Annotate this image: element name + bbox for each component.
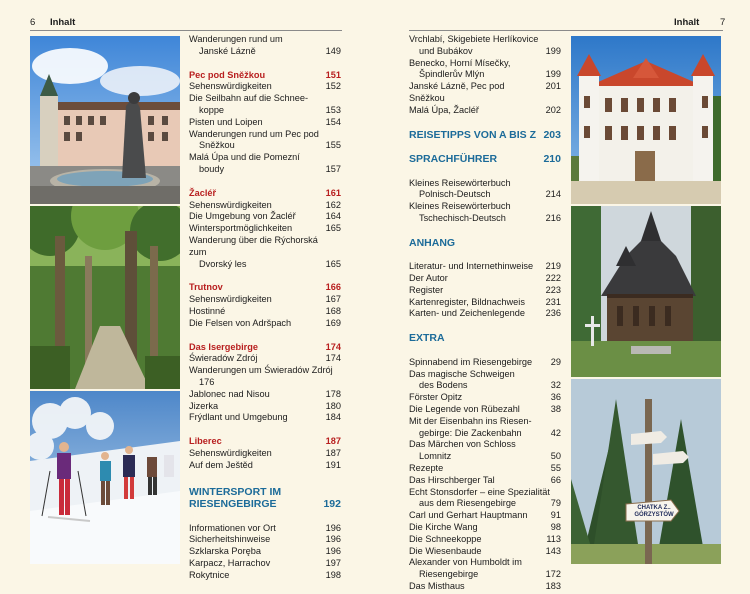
toc-entry-title: 176 — [199, 376, 215, 387]
toc-entry-title: Karten- und Zeichenlegende — [409, 308, 525, 319]
toc-entry — [409, 439, 561, 451]
toc-section-heading — [189, 436, 341, 448]
toc-entry-page: 66 — [550, 474, 561, 485]
toc-entry — [409, 380, 561, 392]
toc-entry-page: 198 — [325, 569, 341, 580]
toc-spacer — [409, 166, 561, 178]
toc-entry — [409, 498, 561, 510]
toc-entry-page: 180 — [325, 400, 341, 411]
toc-entry — [409, 546, 561, 558]
toc-spacer — [189, 424, 341, 436]
toc-entry-title: Szklarska Poręba — [189, 546, 262, 557]
toc-entry-page: 79 — [550, 498, 561, 509]
toc-entry-title: Sněžkou — [199, 140, 235, 151]
toc-entry — [189, 93, 341, 105]
toc-entry — [189, 448, 341, 460]
toc-entry-title: Wanderungen rund um Pec pod — [189, 128, 319, 139]
toc-entry-title: Das Märchen von Schloss — [409, 439, 516, 450]
toc-entry — [189, 129, 341, 141]
toc-entry — [189, 460, 341, 472]
toc-section-heading — [189, 188, 341, 200]
toc-entry-page: 184 — [325, 412, 341, 423]
toc-chapter-heading — [189, 486, 341, 499]
toc-entry — [409, 392, 561, 404]
header-rule-left — [30, 30, 342, 31]
toc-entry-page: 174 — [325, 353, 341, 364]
toc-entry-page: 199 — [545, 45, 561, 56]
toc-section-heading — [189, 342, 341, 354]
toc-entry-page: 216 — [545, 212, 561, 223]
photo-skiers — [30, 391, 180, 564]
toc-entry — [409, 34, 561, 46]
toc-entry-title: REISETIPPS VON A BIS Z — [409, 128, 536, 141]
toc-entry-title: Kartenregister, Bildnachweis — [409, 296, 525, 307]
toc-entry-title: Pisten und Loipen — [189, 116, 263, 127]
toc-spacer — [189, 472, 341, 486]
toc-entry-title: Mit der Eisenbahn ins Riesen- — [409, 415, 532, 426]
toc-entry — [189, 534, 341, 546]
photo-signpost — [571, 379, 721, 564]
toc-entry — [189, 105, 341, 117]
toc-entry-title: Das magische Schweigen — [409, 368, 515, 379]
toc-entry — [189, 401, 341, 413]
toc-entry — [189, 223, 341, 235]
sign-line-1: CHATKA Z.. — [637, 505, 671, 511]
toc-entry-page: 202 — [545, 104, 561, 115]
toc-chapter-heading — [409, 332, 561, 345]
toc-entry-page: 157 — [325, 163, 341, 174]
toc-entry-page: 91 — [550, 510, 561, 521]
toc-entry — [409, 178, 561, 190]
toc-entry-page: 98 — [550, 521, 561, 532]
toc-entry-title: Das Hirschberger Tal — [409, 474, 495, 485]
toc-entry-title: Die Kirche Wang — [409, 521, 478, 532]
toc-entry-title: Hostinné — [189, 305, 226, 316]
toc-entry — [409, 534, 561, 546]
toc-entry-title: boudy — [199, 163, 225, 174]
toc-entry-page: 187 — [325, 447, 341, 458]
toc-entry-title: Liberec — [189, 436, 222, 447]
toc-entry-title: Žacléř — [189, 187, 217, 198]
toc-entry — [189, 235, 341, 259]
toc-entry-title: Das Isergebirge — [189, 341, 258, 352]
toc-entry-title: Dvorský les — [199, 258, 247, 269]
toc-entry — [409, 522, 561, 534]
toc-entry — [189, 211, 341, 223]
toc-entry-page: 178 — [325, 388, 341, 399]
toc-entry-page: 153 — [325, 104, 341, 115]
toc-entry-title: Die Felsen von Adršpach — [189, 317, 292, 328]
header-rule-right — [409, 30, 723, 31]
toc-entry-title: Riesengebirge — [419, 569, 479, 580]
toc-entry-title: Pec pod Sněžkou — [189, 69, 266, 80]
toc-entry-title: Świeradów Zdrój — [189, 353, 258, 364]
toc-spacer — [409, 345, 561, 357]
toc-entry — [409, 428, 561, 440]
toc-entry-title: Echt Stonsdorfer – eine Spezialität — [409, 486, 550, 497]
toc-entry — [189, 412, 341, 424]
toc-entry-title: Karpacz, Harrachov — [189, 557, 271, 568]
toc-entry-title: Lomnitz — [419, 451, 452, 462]
toc-spacer — [409, 117, 561, 129]
toc-entry-title: Informationen vor Ort — [189, 522, 276, 533]
toc-entry — [409, 487, 561, 499]
toc-entry-title: Frýdlant und Umgebung — [189, 412, 288, 423]
toc-entry — [409, 261, 561, 273]
toc-entry-page: 196 — [325, 534, 341, 545]
toc-entry-page: 222 — [545, 273, 561, 284]
toc-entry-title: Špindlerův Mlýn — [419, 69, 485, 80]
toc-entry — [189, 46, 341, 58]
toc-entry — [409, 105, 561, 117]
toc-entry — [189, 389, 341, 401]
page-number-right: 7 — [719, 17, 726, 28]
header-title-right: Inhalt — [674, 17, 700, 28]
toc-entry-page: 164 — [325, 211, 341, 222]
toc-entry — [409, 475, 561, 487]
toc-entry-page: 169 — [325, 317, 341, 328]
toc-chapter-heading — [189, 498, 341, 511]
toc-entry-title: Polnisch-Deutsch — [419, 189, 491, 200]
toc-entry-title: Die Legende von Rübezahl — [409, 403, 520, 414]
toc-entry-title: Wintersportmöglichkeiten — [189, 223, 293, 234]
toc-entry-title: aus dem Riesengebirge — [419, 498, 517, 509]
toc-entry-title: Sehenswürdigkeiten — [189, 81, 272, 92]
toc-entry — [189, 152, 341, 164]
toc-entry — [189, 558, 341, 570]
toc-entry-page: 168 — [325, 305, 341, 316]
toc-entry-page: 183 — [545, 580, 561, 591]
toc-entry-page: 187 — [325, 436, 341, 447]
toc-entry — [409, 189, 561, 201]
toc-chapter-heading — [409, 129, 561, 142]
toc-entry-page: 165 — [325, 223, 341, 234]
toc-entry-title: Kleines Reisewörterbuch — [409, 201, 511, 212]
photo-forest-path — [30, 206, 180, 389]
toc-spacer — [189, 330, 341, 342]
toc-entry-title: Alexander von Humboldt im — [409, 557, 522, 568]
toc-entry-title: des Bodens — [419, 380, 468, 391]
toc-entry — [189, 546, 341, 558]
toc-chapter-heading — [409, 237, 561, 250]
toc-entry — [189, 164, 341, 176]
toc-entry — [409, 81, 561, 105]
toc-entry-title: Das Misthaus — [409, 580, 465, 591]
toc-entry — [189, 34, 341, 46]
toc-entry-page: 152 — [325, 81, 341, 92]
toc-entry-page: 192 — [323, 498, 341, 510]
toc-entry-page: 199 — [545, 69, 561, 80]
toc-section-heading — [189, 282, 341, 294]
toc-entry-title: Sehenswürdigkeiten — [189, 199, 272, 210]
toc-entry-page: 32 — [550, 380, 561, 391]
header-right — [674, 17, 725, 28]
toc-entry-title: Spinnabend im Riesengebirge — [409, 356, 533, 367]
toc-entry-title: ANHANG — [409, 236, 456, 249]
toc-entry-page: 161 — [325, 187, 341, 198]
toc-entry-title: Carl und Gerhart Hauptmann — [409, 510, 528, 521]
toc-entry — [189, 318, 341, 330]
toc-entry-title: Tschechisch-Deutsch — [419, 212, 506, 223]
toc-entry-page: 172 — [545, 569, 561, 580]
toc-entry-title: Wanderungen um Świeradów Zdrój — [189, 365, 333, 376]
toc-entry-title: Rokytnice — [189, 569, 230, 580]
toc-entry-page: 42 — [550, 427, 561, 438]
toc-spacer — [189, 270, 341, 282]
toc-left — [189, 34, 341, 581]
toc-entry-page: 155 — [325, 140, 341, 151]
toc-entry — [189, 365, 341, 377]
toc-entry — [189, 294, 341, 306]
toc-entry — [189, 306, 341, 318]
toc-entry-title: Die Wiesenbaude — [409, 545, 482, 556]
toc-entry-page: 36 — [550, 392, 561, 403]
toc-spacer — [189, 176, 341, 188]
toc-spacer — [409, 225, 561, 237]
toc-entry-page: 210 — [543, 153, 561, 166]
toc-spacer — [409, 249, 561, 261]
toc-entry-title: Die Schneekoppe — [409, 533, 482, 544]
toc-entry-title: Vrchlabí, Skigebiete Herlíkovice — [409, 34, 539, 44]
toc-entry-page: 165 — [325, 258, 341, 269]
toc-entry-title: Wanderungen rund um — [189, 34, 283, 44]
toc-entry-page: 29 — [550, 356, 561, 367]
toc-entry-page: 151 — [325, 69, 341, 80]
toc-entry-page: 201 — [545, 81, 561, 92]
toc-entry-title: SPRACHFÜHRER — [409, 153, 498, 166]
toc-entry-title: Janské Lázně — [199, 45, 256, 56]
toc-entry-title: Die Seilbahn auf die Schnee- — [189, 93, 309, 104]
toc-entry-title: koppe — [199, 104, 225, 115]
toc-entry-title: gebirge: Die Zackenbahn — [419, 427, 522, 438]
toc-entry-title: Janské Lázně, Pec pod Sněžkou — [409, 81, 505, 103]
page-number-left: 6 Inhalt — [30, 17, 76, 28]
toc-entry-page: 149 — [325, 45, 341, 56]
toc-entry — [409, 46, 561, 58]
toc-entry-page: 113 — [546, 533, 561, 544]
toc-entry-page: 219 — [545, 261, 561, 272]
toc-entry — [409, 510, 561, 522]
toc-entry — [409, 369, 561, 381]
toc-entry-title: Jablonec nad Nisou — [189, 388, 270, 399]
toc-entry-page: 154 — [325, 116, 341, 127]
toc-spacer — [189, 511, 341, 523]
toc-entry-title: Malá Úpa, Žacléř — [409, 104, 479, 115]
toc-entry — [409, 357, 561, 369]
toc-entry-title: Malá Úpa und die Pomezní — [189, 152, 300, 163]
toc-entry-title: Jizerka — [189, 400, 219, 411]
toc-entry — [409, 297, 561, 309]
toc-entry-title: EXTRA — [409, 332, 445, 345]
toc-entry — [409, 213, 561, 225]
toc-entry-title: Sehenswürdigkeiten — [189, 294, 272, 305]
toc-entry-page: 55 — [550, 462, 561, 473]
toc-entry — [189, 377, 341, 389]
toc-spacer — [409, 320, 561, 332]
toc-spacer — [409, 141, 561, 153]
toc-entry — [409, 451, 561, 463]
toc-entry — [189, 81, 341, 93]
toc-entry — [409, 58, 561, 70]
toc-entry-title: Sicherheitshinweise — [189, 534, 271, 545]
toc-entry — [189, 570, 341, 582]
toc-entry — [409, 308, 561, 320]
toc-entry — [409, 569, 561, 581]
toc-entry-page: 231 — [545, 296, 561, 307]
toc-entry-title: Trutnov — [189, 282, 223, 293]
toc-entry-page: 166 — [325, 282, 341, 293]
toc-entry — [409, 581, 561, 593]
toc-entry-page: 50 — [550, 451, 561, 462]
toc-entry-page: 143 — [545, 545, 561, 556]
toc-entry — [189, 523, 341, 535]
toc-entry-title: Die Umgebung von Žacléř — [189, 211, 296, 222]
photo-stave-church — [571, 206, 721, 377]
toc-entry — [189, 200, 341, 212]
right-page — [375, 0, 750, 594]
toc-entry-page: 223 — [545, 284, 561, 295]
signpost-text — [631, 505, 677, 519]
toc-entry-page: 197 — [325, 557, 341, 568]
toc-entry-page: 236 — [545, 308, 561, 319]
toc-entry — [409, 404, 561, 416]
header-title-left: Inhalt — [49, 17, 76, 28]
toc-right — [409, 34, 561, 593]
toc-entry-page: 167 — [325, 294, 341, 305]
toc-entry-title: WINTERSPORT IM — [189, 485, 282, 498]
toc-entry-page: 162 — [325, 199, 341, 210]
toc-entry-title: Auf dem Ještěd — [189, 459, 253, 470]
toc-entry-page: 203 — [543, 128, 561, 141]
toc-entry — [409, 201, 561, 213]
photo-castle — [571, 36, 721, 204]
photo-town-square — [30, 36, 180, 204]
toc-entry — [409, 69, 561, 81]
toc-entry — [189, 353, 341, 365]
toc-entry — [409, 557, 561, 569]
toc-chapter-heading — [409, 153, 561, 166]
toc-entry-title: Kleines Reisewörterbuch — [409, 177, 511, 188]
sign-line-2: GÓRZYSTÓW — [634, 512, 674, 518]
toc-entry — [409, 416, 561, 428]
toc-entry-title: Benecko, Horní Mísečky, — [409, 57, 511, 68]
toc-entry-title: RIESENGEBIRGE — [189, 498, 277, 510]
toc-entry — [189, 140, 341, 152]
toc-entry — [189, 259, 341, 271]
toc-entry-title: Wanderung über die Rýchorská zum — [189, 234, 318, 257]
toc-entry — [409, 285, 561, 297]
toc-entry-title: Sehenswürdigkeiten — [189, 447, 272, 458]
toc-entry — [189, 117, 341, 129]
toc-entry-title: und Bubákov — [419, 45, 473, 56]
toc-section-heading — [189, 70, 341, 82]
toc-entry-title: Literatur- und Internethinweise — [409, 261, 534, 272]
toc-entry-page: 196 — [325, 522, 341, 533]
toc-spacer — [189, 58, 341, 70]
toc-entry-title: Der Autor — [409, 273, 448, 284]
toc-entry — [409, 463, 561, 475]
toc-entry-page: 214 — [545, 189, 561, 200]
toc-entry-page: 196 — [325, 546, 341, 557]
toc-entry-page: 191 — [325, 459, 341, 470]
toc-entry-page: 174 — [325, 341, 341, 352]
toc-entry-title: Förster Opitz — [409, 392, 463, 403]
toc-entry-title: Register — [409, 284, 444, 295]
toc-entry-page: 38 — [550, 403, 561, 414]
toc-entry-title: Rezepte — [409, 462, 444, 473]
toc-entry — [409, 273, 561, 285]
